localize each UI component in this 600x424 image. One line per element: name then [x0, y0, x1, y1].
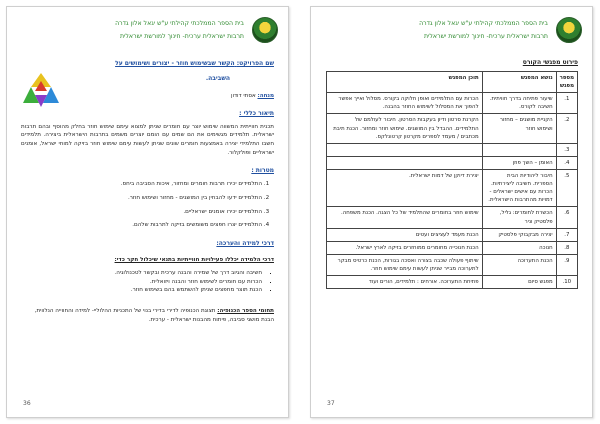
page-36: [6, 6, 289, 418]
project-description: [21, 59, 274, 324]
col-session-content: תוכן המפגש: [327, 72, 483, 93]
method-item: ▪ הכרות עם חומרים לשימוש חוזר והבנה ויזואלית.: [21, 278, 262, 287]
goal-item: 4. התלמידים יצרו חפצים משומשים בזיקה לתרבות שלהם.: [21, 221, 262, 230]
page-header: [321, 17, 582, 49]
summary-note-label: תחומי הספר הכנופיה:: [217, 308, 274, 315]
school-logo-icon: [252, 17, 278, 43]
sessions-title: פירוט מפגשי הקורס: [522, 59, 578, 66]
col-session-topic: נושא המפגש: [482, 72, 556, 93]
recycle-icon: [21, 71, 61, 111]
table-row: [327, 156, 578, 169]
project-name-label: שם הפרויקט:: [236, 60, 274, 67]
summary-note-text: תצוגת הכנופיה לדירי בדירי בנוי של התכניות ההלוליי- למידה והחווייה הנלווית, הבנת מושגי סביבה, פיתוח מהבנות ישראלית - ערכית.: [34, 308, 274, 323]
project-name-text: הקשר שבשימוש חוזר - יצורים ושימושים על: [115, 60, 235, 67]
session-number: 2.: [556, 114, 577, 143]
session-content: הכנת מעמד לעציצים ועטים: [327, 228, 483, 241]
school-logo-icon: [556, 17, 582, 43]
session-content: שיתוף פעולה שכבה בצורה ואסכה בגורות, הכנת כרטיס מבקר לתערוכה מבייר שניתן לעשות עימם שימוש חוזר.: [327, 254, 483, 275]
session-topic: האומן – השך פוזן: [482, 156, 556, 169]
session-number: 7.: [556, 228, 577, 241]
page-number: 36: [23, 400, 31, 407]
general-description-heading: תיאור כללי :: [239, 110, 274, 118]
session-number: 9.: [556, 254, 577, 275]
session-content: יצירת דיוקן של דמות ישראלית.: [327, 169, 483, 206]
session-content: שימוש חוזר בחומרים שהתלמיד של כל הצגה. הכנת משפחה.: [327, 207, 483, 228]
session-content: הכנת חנוכייה מחומרים ממוחזרים בזיקה לארץ ישראל.: [327, 241, 483, 254]
session-topic: הקניית מושגים – מחזור ושימוש חוזר: [482, 114, 556, 143]
table-row: [327, 93, 578, 114]
sessions-table: [326, 71, 578, 289]
table-row: [327, 143, 578, 156]
session-number: 1.: [556, 93, 577, 114]
methods-list: [21, 269, 274, 295]
goals-list: [21, 180, 274, 230]
instructor-name: אסתי דודון: [230, 92, 256, 99]
session-topic: הכשרת לחומרים: גליל, פלסטיק וניר: [482, 207, 556, 228]
methods-heading: דרכי למידה והערכה:: [216, 240, 274, 248]
table-row: [327, 228, 578, 241]
session-topic: חיבור ליהודיות הבית הספרית. חשיבה ליצירתיות. הכרות עם אישים ישראלים - דמויות מהתרבות הישראלית.: [482, 169, 556, 206]
session-number: 3.: [556, 143, 577, 156]
methods-title: דרכי הלמידה יכללו פעילויות חווייתיות בתנאי שיכלול חקר כדי:: [114, 257, 274, 264]
table-row: [327, 207, 578, 228]
table-row: [327, 241, 578, 254]
header-subtitle: תרבות ישראלית ערכית- חינוך למורשת ישראלית: [119, 33, 244, 40]
session-content: פתיחת התערוכה. אורחים : תלמידים, הורים ועוד: [327, 276, 483, 289]
table-row: [327, 114, 578, 143]
table-row: [327, 169, 578, 206]
session-topic: [482, 143, 556, 156]
page-37: [310, 6, 593, 418]
page-number: 37: [327, 400, 335, 407]
project-name-continued: השביבה.: [205, 75, 230, 83]
goal-item: 2. התלמידים ידעו להבחין בין המושגים - מחזור ושימוש חוזר.: [21, 194, 262, 203]
table-header-row: [327, 72, 578, 93]
session-topic: חנוכה: [482, 241, 556, 254]
method-item: ▪ חשיבה והגיוב דרך של שמירה והבנה ערכית ובקשר לטכנולוגיה.: [21, 269, 262, 278]
session-number: 5.: [556, 169, 577, 206]
session-topic: הכנת התערוכה: [482, 254, 556, 275]
session-number: 6.: [556, 207, 577, 228]
goals-heading: מטרות :: [251, 167, 274, 175]
session-content: [327, 143, 483, 156]
session-content: הכרות עם התלמידים ואופן חלוקה בקורס. מסלול ואייך אפשר להפוך את המסלול לשימוש החוזר בהבנה.: [327, 93, 483, 114]
table-row: [327, 276, 578, 289]
goal-item: 1. התלמידים יכירו תרבות חומרים ומחזור, איכות הסביבה ביחס.: [21, 180, 262, 189]
goal-item: 3. התלמידים יכירו אומנים ישראליים.: [21, 208, 262, 217]
table-row: [327, 254, 578, 275]
header-school-name: בית הספר הממלכתי קהילתי ע"ש יגאל אלון גדרה: [419, 20, 548, 27]
general-description-text: תכנית חווייתית המשווה שימוש יוצר עם חומרים שניתן למצוא עימם שימוש חוזר בחלק מהוסף ובהם תרבות ישראלית. תלמידים מגשימים את הם שמים עם הומם יוצרים משמים בתרבות הישראלית ביצירה. תלמידים חשבו התלמידי יצירה באמצעות חומרים שונים שניתן לעשות עימם שימוש חוזר בזיקה למוחי ישראל, אומנים ישראליים ופולקלור.: [21, 123, 274, 156]
project-name: [21, 59, 274, 68]
summary-note: [21, 307, 274, 324]
session-content: הקרנת סרטון ודיון בעקבות הסרטון. חיבור לעולמם של התלמידים. ההבדל בין המושגים. שימוש חוזר ומחזור. הכנת תיבת מכתבים / מעמד לספרים מקרטון קרטונלקס.: [327, 114, 483, 143]
session-number: 8.: [556, 241, 577, 254]
session-topic: שיעור פתיחה בדרך חוויתית. חשיבה לקורס.: [482, 93, 556, 114]
session-topic: יצירה מבקבוקי פלסטיק: [482, 228, 556, 241]
header-school-name: בית הספר הממלכתי קהילתי ע"ש יגאל אלון גדרה: [115, 20, 244, 27]
page-header: [17, 17, 278, 49]
session-content: [327, 156, 483, 169]
header-subtitle: תרבות ישראלית ערכית- חינוך למורשת ישראלית: [423, 33, 548, 40]
method-item: ▪ הכנת תוצר מחפצים שניתן להשתמש בהם בשימוש חוזר.: [21, 286, 262, 295]
col-session-number: מספר מפגש: [556, 72, 577, 93]
session-topic: מפגש סיום: [482, 276, 556, 289]
session-number: 10.: [556, 276, 577, 289]
instructor-label: מנחה:: [257, 92, 274, 99]
session-number: 4.: [556, 156, 577, 169]
